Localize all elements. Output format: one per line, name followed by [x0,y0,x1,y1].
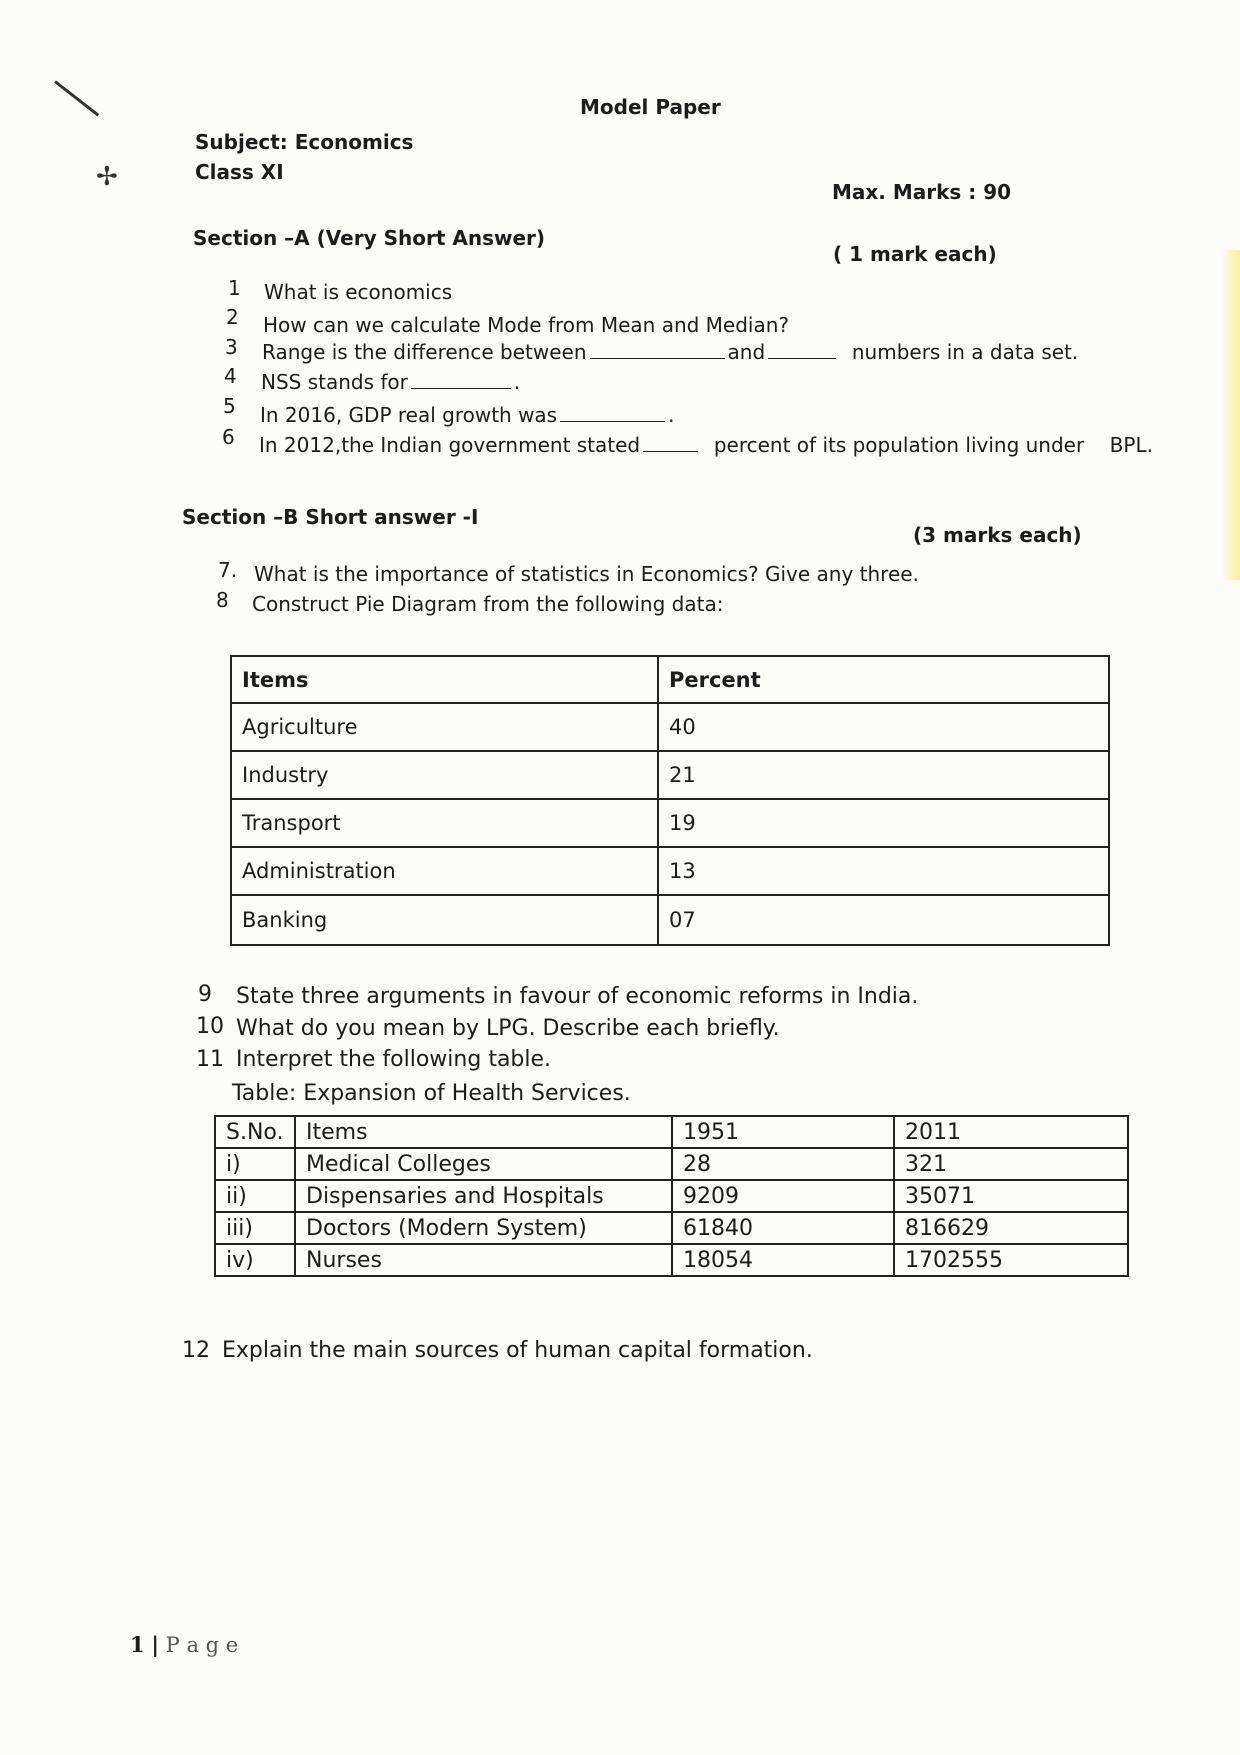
question-number: 3 [225,335,238,359]
table-cell: 13 [658,847,1109,895]
answer-blank [590,357,725,359]
table-cell: iv) [215,1244,295,1276]
table-cell: ii) [215,1180,295,1212]
answer-blank [560,420,665,422]
table-cell: 9209 [672,1180,894,1212]
question-number: 5 [223,394,236,418]
table-caption: Table: Expansion of Health Services. [232,1081,631,1106]
question-number: 7. [218,558,238,582]
table-cell: Administration [231,847,658,895]
pie-data-table [230,655,1110,946]
question-number: 6 [222,425,235,449]
question-number: 11 [196,1047,224,1072]
table-header-row [215,1116,1128,1148]
table-cell: Doctors (Modern System) [295,1212,672,1244]
question-text [260,403,674,427]
scan-edge-tint [1222,250,1240,580]
fill-blank-text: In 2016, GDP real growth was [260,403,558,427]
page-label: P a g e [165,1633,239,1657]
class-label: Class XI [195,160,284,184]
column-header: S.No. [215,1116,295,1148]
table-row [231,799,1109,847]
table-row [231,751,1109,799]
ink-blot-mark: ✢ [96,162,118,192]
table-cell: Medical Colleges [295,1148,672,1180]
question-number: 4 [224,364,237,388]
fill-blank-text: . [513,370,521,394]
table-cell: Banking [231,895,658,945]
table-cell: iii) [215,1212,295,1244]
column-header: 1951 [672,1116,894,1148]
question-number: 12 [182,1338,210,1363]
answer-blank [768,357,836,359]
table-header-row [231,656,1109,703]
fill-blank-text: and [727,340,766,364]
table-cell: Industry [231,751,658,799]
subject-label: Subject: Economics [195,130,414,154]
section-a-heading: Section –A (Very Short Answer) [193,226,546,250]
question-text [262,340,1078,364]
page-footer [130,1632,238,1657]
table-cell: 61840 [672,1212,894,1244]
question-text: State three arguments in favour of economic reforms in India. [236,984,919,1009]
column-header: Items [231,656,658,703]
question-number: 10 [196,1014,224,1039]
fill-blank-text: In 2012,the Indian government stated [259,433,641,457]
question-number: 9 [198,982,212,1007]
table-row [215,1148,1128,1180]
question-text: Construct Pie Diagram from the following data: [252,592,724,616]
column-header: Percent [658,656,1109,703]
section-b-heading: Section –B Short answer -I [182,505,479,529]
question-text: Interpret the following table. [236,1047,552,1072]
table-cell: 07 [658,895,1109,945]
table-cell: Agriculture [231,703,658,751]
table-cell: 1702555 [894,1244,1128,1276]
fill-blank-text: percent of its population living under [713,433,1085,457]
fill-blank-text: numbers in a data set. [851,340,1079,364]
page-title: Model Paper [580,95,721,119]
table-cell: 816629 [894,1212,1128,1244]
table-cell: Dispensaries and Hospitals [295,1180,672,1212]
table-cell: 19 [658,799,1109,847]
max-marks: Max. Marks : 90 [832,180,1012,204]
question-number: 1 [228,276,241,300]
table-row [215,1244,1128,1276]
table-row [215,1180,1128,1212]
question-text: How can we calculate Mode from Mean and Median? [263,313,790,337]
question-text: Explain the main sources of human capital formation. [222,1338,813,1363]
table-row [231,895,1109,945]
table-cell: 35071 [894,1180,1128,1212]
table-cell: 40 [658,703,1109,751]
footer-divider: | [151,1632,159,1657]
fill-blank-text: . [668,403,675,427]
question-text [261,370,520,394]
table-cell: 28 [672,1148,894,1180]
page-number: 1 [130,1632,145,1657]
question-text: What do you mean by LPG. Describe each briefly. [236,1016,780,1041]
answer-blank [643,450,698,452]
fill-blank-text: Range is the difference between [262,340,587,364]
question-text: What is the importance of statistics in Economics? Give any three. [254,562,919,586]
question-number: 2 [226,305,239,329]
fill-blank-text: BPL. [1109,433,1153,457]
table-cell: i) [215,1148,295,1180]
table-row [215,1212,1128,1244]
table-row [231,847,1109,895]
table-cell: 18054 [672,1244,894,1276]
health-services-table [214,1115,1129,1277]
table-cell: 21 [658,751,1109,799]
section-b-marks: (3 marks each) [913,523,1082,547]
table-cell: Transport [231,799,658,847]
column-header: 2011 [894,1116,1128,1148]
fill-blank-text: NSS stands for [261,370,408,394]
question-text [259,433,1153,457]
question-text: What is economics [264,280,453,304]
table-row [231,703,1109,751]
column-header: Items [295,1116,672,1148]
table-cell: Nurses [295,1244,672,1276]
pen-stroke-mark [54,80,99,116]
section-a-marks: ( 1 mark each) [833,242,997,266]
question-number: 8 [216,588,229,612]
answer-blank [411,387,511,389]
table-cell: 321 [894,1148,1128,1180]
